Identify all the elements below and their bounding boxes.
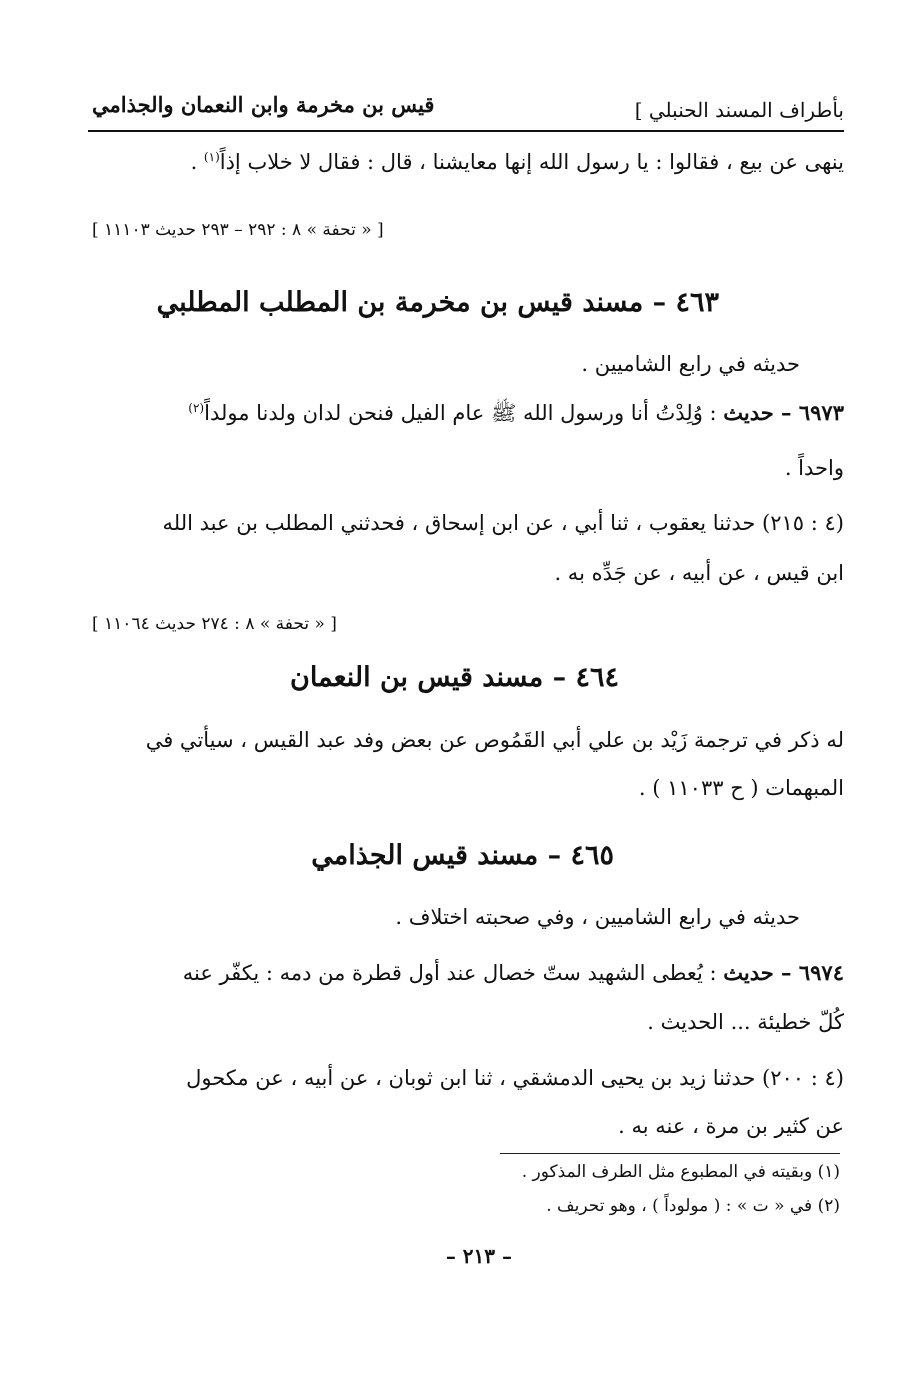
section-title-463: ٤٦٣ – مسند قيس بن مخرمة بن المطلب المطلبي [156, 287, 719, 318]
isnad-line: (٤ : ٢٠٠) حدثنا زيد بن يحيى الدمشقي ، ثنا ابن ثوبان ، عن أبيه ، عن مكحول [186, 1066, 844, 1090]
isnad-line: ابن قيس ، عن أبيه ، عن جَدِّه به . [554, 561, 844, 585]
isnad-line: عن كثير بن مرة ، عنه به . [618, 1114, 844, 1138]
text-line: واحداً . [784, 456, 844, 480]
hadith-line: ٦٩٧٣ – حديث : وُلِدْتُ أنا ورسول الله ﷺ عام الفيل فنحن لدان ولدنا مولداً$^{(٢)}$ [188, 400, 844, 425]
section-intro: حديثه في رابع الشاميين ، وفي صحبته اختلاف . [395, 905, 800, 929]
text-line: له ذكر في ترجمة زَيْد بن علي أبي القَمُوص عن بعض وفد عبد القيس ، سيأتي في [145, 728, 844, 752]
tuhfa-reference: [ « تحفة » ٨ : ٢٧٤ حديث ١١٠٦٤ ] [92, 614, 337, 634]
hadith-number: ٦٩٧٣ – حديث [723, 400, 844, 425]
section-title-465: ٤٦٥ – مسند قيس الجذامي [311, 840, 614, 871]
footnote: (١) وبقيته في المطبوع مثل الطرف المذكور . [521, 1162, 840, 1182]
page-number: – ٢١٣ – [445, 1244, 512, 1268]
hadith-line: ٦٩٧٤ – حديث : يُعطى الشهيد ستّ خصال عند أول قطرة من دمه : يكفّر عنه [182, 960, 844, 985]
footnote-marker: (١) [203, 150, 220, 164]
text-line: ينهى عن بيع ، فقالوا : يا رسول الله إنها معايشنا ، قال : فقال لا خلاب إذاً$^{(١)}$ . [190, 150, 844, 174]
footnote-divider [500, 1153, 840, 1154]
footnote-marker: (٢) [188, 401, 205, 415]
running-head-book: بأطراف المسند الحنبلي ] [634, 98, 844, 122]
text-line: المبهمات ( ح ١١٠٣٣ ) . [638, 776, 844, 800]
isnad-line: (٤ : ٢١٥) حدثنا يعقوب ، ثنا أبي ، عن ابن إسحاق ، فحدثني المطلب بن عبد الله [162, 511, 844, 535]
section-title-464: ٤٦٤ – مسند قيس بن النعمان [290, 662, 619, 693]
tuhfa-reference: [ « تحفة » ٨ : ٢٩٢ – ٢٩٣ حديث ١١١٠٣ ] [92, 220, 384, 240]
header-divider [88, 130, 844, 132]
text-line: كُلّ خطيئة ... الحديث . [647, 1010, 844, 1034]
footnote: (٢) في « ت » : ( مولوداً ) ، وهو تحريف . [546, 1196, 840, 1216]
hadith-number: ٦٩٧٤ – حديث [723, 960, 844, 985]
running-head-section: قيس بن مخرمة وابن النعمان والجذامي [92, 92, 435, 117]
section-intro: حديثه في رابع الشاميين . [581, 352, 800, 376]
